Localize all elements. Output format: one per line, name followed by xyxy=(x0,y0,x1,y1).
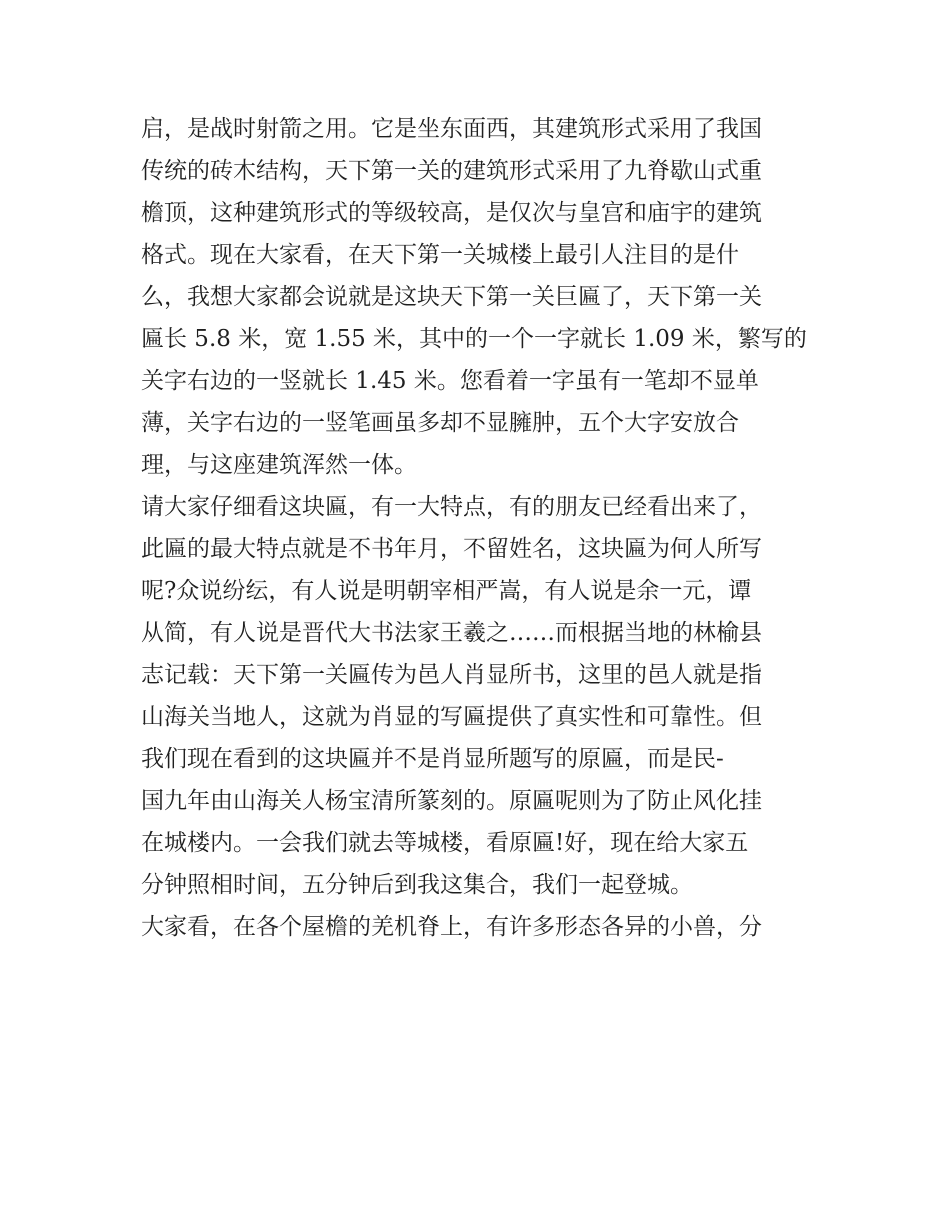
text-line: 在城楼内。一会我们就去等城楼，看原匾!好，现在给大家五 xyxy=(141,830,749,856)
text-line: 匾长 5.8 米，宽 1.55 米，其中的一个一字就长 1.09 米，繁写的 xyxy=(141,326,807,352)
paragraph-start-line: 请大家仔细看这块匾，有一大特点，有的朋友已经看出来了， xyxy=(141,494,762,520)
text-line: 此匾的最大特点就是不书年月，不留姓名，这块匾为何人所写 xyxy=(141,536,762,562)
text-line: 分钟照相时间，五分钟后到我这集合，我们一起登城。 xyxy=(141,872,693,898)
text-line: 薄，关字右边的一竖笔画虽多却不显臃肿，五个大字安放合 xyxy=(141,410,739,436)
paragraph-start-line: 大家看，在各个屋檐的羌机脊上，有许多形态各异的小兽，分 xyxy=(141,914,762,940)
text-line: 国九年由山海关人杨宝清所篆刻的。原匾呢则为了防止风化挂 xyxy=(141,788,762,814)
text-line: 么，我想大家都会说就是这块天下第一关巨匾了，天下第一关 xyxy=(141,284,762,310)
text-line: 从简，有人说是晋代大书法家王羲之……而根据当地的林榆县 xyxy=(141,620,762,646)
text-line: 传统的砖木结构，天下第一关的建筑形式采用了九脊歇山式重 xyxy=(141,158,762,184)
text-line: 山海关当地人，这就为肖显的写匾提供了真实性和可靠性。但 xyxy=(141,704,762,730)
text-line: 格式。现在大家看，在天下第一关城楼上最引人注目的是什 xyxy=(141,242,739,268)
text-line: 我们现在看到的这块匾并不是肖显所题写的原匾，而是民- xyxy=(141,746,724,772)
body-text xyxy=(141,108,821,948)
text-line: 檐顶，这种建筑形式的等级较高，是仅次与皇宫和庙宇的建筑 xyxy=(141,200,762,226)
text-line: 呢?众说纷纭，有人说是明朝宰相严嵩，有人说是余一元，谭 xyxy=(141,578,752,604)
text-line: 志记载：天下第一关匾传为邑人肖显所书，这里的邑人就是指 xyxy=(141,662,762,688)
text-line: 关字右边的一竖就长 1.45 米。您看着一字虽有一笔却不显单 xyxy=(141,368,759,394)
text-line: 理，与这座建筑浑然一体。 xyxy=(141,452,417,478)
text-line: 启，是战时射箭之用。它是坐东面西，其建筑形式采用了我国 xyxy=(141,116,762,142)
